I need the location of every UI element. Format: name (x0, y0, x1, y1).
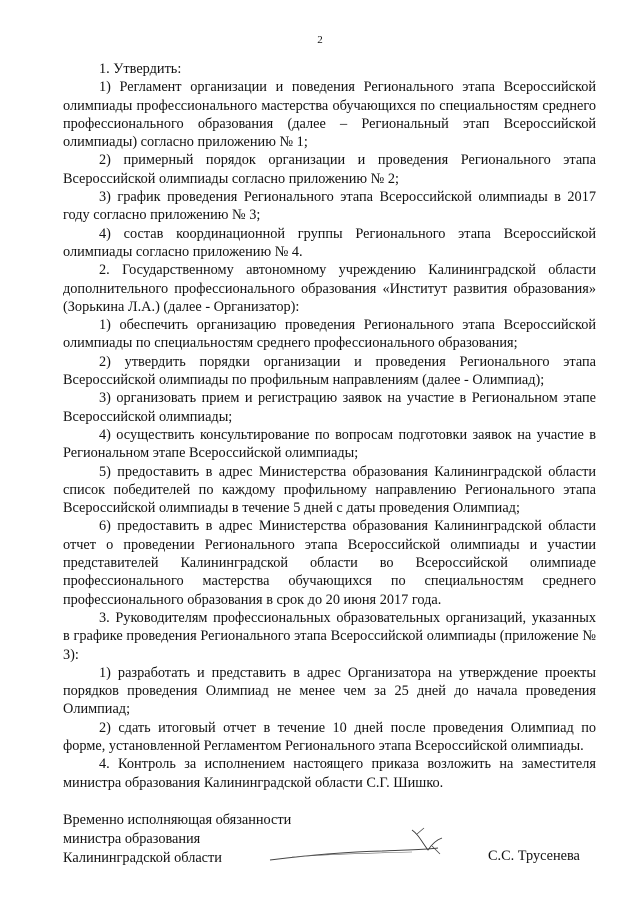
paragraph: 2. Государственному автономному учреждению Калининградской области дополнительного профессионального образования «Институт развития образования» (Зорькина Л.А.) (далее - Организатор): (63, 262, 596, 315)
paragraph: 1. Утвердить: (99, 61, 182, 77)
paragraph: 1) обеспечить организацию проведения Регионального этапа Всероссийской олимпиады по специальностям среднего профессионального образования; (63, 317, 596, 352)
paragraph: 1) Регламент организации и поведения Регионального этапа Всероссийской олимпиады профессионального мастерства обучающихся по специальностям среднего профессионального образования (далее – Региональный этап Всероссийской олимпиады) согласно приложению № 1; (63, 79, 596, 151)
paragraph: 4) состав координационной группы Регионального этапа Всероссийской олимпиады согласно приложению № 4. (63, 225, 596, 260)
signatory-position-line: министра образования (63, 831, 201, 847)
paragraph: 5) предоставить в адрес Министерства образования Калининградской области список победителей по каждому профильному направлению Регионального этапа Всероссийской олимпиады в течение 5 дней с даты проведения Олимпиад; (63, 463, 596, 517)
paragraph: 3) организовать прием и регистрацию заявок на участие в Региональном этапе Всероссийской олимпиады; (63, 390, 596, 425)
paragraph: 2) примерный порядок организации и проведения Регионального этапа Всероссийской олимпиады согласно приложению № 2; (63, 152, 596, 187)
paragraph: 2) сдать итоговый отчет в течение 10 дней после проведения Олимпиад по форме, установленной Регламентом Регионального этапа Всероссийской олимпиады. (63, 719, 596, 754)
signatory-name: С.С. Трусенева (488, 848, 580, 864)
paragraph: 4. Контроль за исполнением настоящего приказа возложить на заместителя министра образования Калининградской области С.Г. Шишко. (63, 756, 596, 791)
paragraph: 3) график проведения Регионального этапа Всероссийской олимпиады в 2017 году согласно приложению № 3; (63, 189, 596, 224)
paragraph: 4) осуществить консультирование по вопросам подготовки заявок на участие в Региональном этапе Всероссийской олимпиады; (63, 426, 596, 462)
page-number: 2 (317, 34, 323, 46)
handwritten-signature (262, 820, 452, 870)
paragraph: 1) разработать и представить в адрес Организатора на утверждение проекты порядков проведения Олимпиад не менее чем за 25 дней до начала проведения Олимпиад; (63, 664, 596, 718)
paragraph: 2) утвердить порядки организации и проведения Регионального этапа Всероссийской олимпиады по профильным направлениям (далее - Олимпиад); (63, 353, 596, 389)
paragraph: 3. Руководителям профессиональных образовательных организаций, указанных в графике проведения Регионального этапа Всероссийской олимпиады (приложение № 3): (63, 609, 596, 663)
order-body (63, 60, 596, 792)
paragraph: 6) предоставить в адрес Министерства образования Калининградской области отчет о проведении Регионального этапа Всероссийской олимпиады и участии представителей Калининградской области во Всероссийской олимпиаде профессионального мастерства обучающихся по специальностям среднего профессионального образования в срок до 20 июня 2017 года. (63, 518, 596, 608)
signatory-position (63, 811, 291, 868)
signatory-position-line: Калининградской области (63, 850, 222, 866)
signatory-position-line: Временно исполняющая обязанности (63, 812, 292, 828)
